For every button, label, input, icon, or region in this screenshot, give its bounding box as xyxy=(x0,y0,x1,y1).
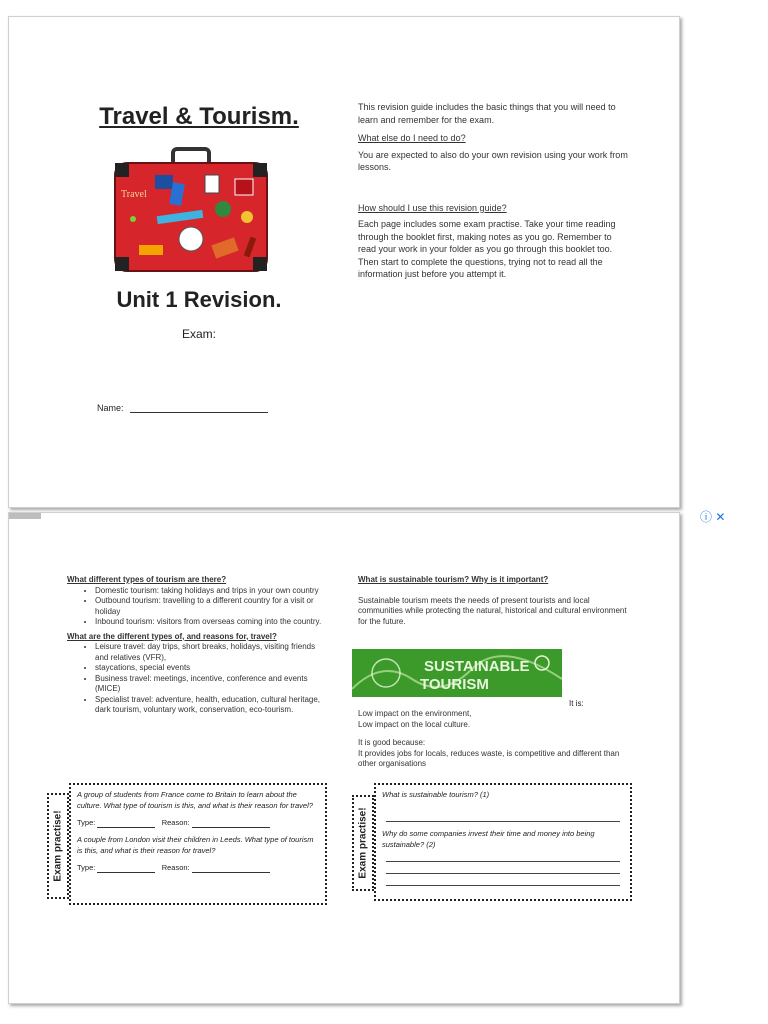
q2-text: Each page includes some exam practise. Take your time reading through the booklet first, making notes as you go. Remember to read your work in your folder as you go through this booklet too. Then start to complete the questions, trying not to read all the information just before you attempt it. xyxy=(358,219,616,279)
good-because-text: It provides jobs for locals, reduces waste, is competitive and different than other organisations xyxy=(358,748,620,768)
booklet-page-2 xyxy=(8,512,680,1004)
q2-heading: How should I use this revision guide? xyxy=(358,202,507,213)
list-item: • Leisure travel: day trips, short breaks, holidays, visiting friends and relatives (VFR), xyxy=(95,642,327,663)
page-title: Travel & Tourism. xyxy=(99,103,299,130)
ad-choices-icon[interactable]: ⓘ ✕ xyxy=(700,510,726,524)
exam-practise-label: Exam practise! xyxy=(352,795,374,891)
it-is-label: It is: xyxy=(569,699,584,708)
answer-line[interactable] xyxy=(386,850,620,862)
svg-text:Travel: Travel xyxy=(121,189,147,200)
types-heading: What different types of tourism are there? xyxy=(67,575,227,584)
answer-line[interactable] xyxy=(386,810,620,822)
name-label: Name: xyxy=(97,403,124,413)
page-tab xyxy=(9,513,41,519)
exam-practise-box-right xyxy=(374,783,632,901)
good-because-label: It is good because: xyxy=(358,738,426,747)
exam-label: Exam: xyxy=(181,327,216,341)
impact-2: Low impact on the local culture. xyxy=(358,719,471,729)
svg-text:TOURISM: TOURISM xyxy=(420,676,489,693)
tourism-types-column xyxy=(67,575,327,720)
right-question-1: What is sustainable tourism? (1) xyxy=(382,790,490,799)
list-item: • Business travel: meetings, incentive, conference and events (MICE) xyxy=(95,674,327,695)
q1-text: You are expected to also do your own revision using your work from lessons. xyxy=(358,149,628,172)
type-answer-line[interactable] xyxy=(97,827,155,828)
booklet-page-1 xyxy=(8,16,680,508)
sustainable-column xyxy=(358,575,628,633)
answer-line[interactable] xyxy=(386,874,620,886)
sustainable-tourism-banner xyxy=(352,649,562,697)
answer-row: Type: Reason: xyxy=(77,862,319,873)
left-question-1: A group of students from France come to Britain to learn about the culture. What type of tourism is this, and what is their reason for travel? xyxy=(77,790,313,810)
list-item: • Domestic tourism: taking holidays and trips in your own country xyxy=(95,586,327,597)
left-question-2: A couple from London visit their children in Leeds. What type of tourism is this, and what is their reason for travel? xyxy=(77,835,314,855)
suitcase-image xyxy=(111,145,271,275)
svg-text:SUSTAINABLE: SUSTAINABLE xyxy=(424,658,530,675)
list-item: • Outbound tourism: travelling to a different country for a visit or holiday xyxy=(95,596,327,617)
types-list xyxy=(67,586,327,628)
intro-text: This revision guide includes the basic things that you will need to learn and remember for the exam. xyxy=(358,102,616,125)
list-item: • Inbound tourism: visitors from overseas coming into the country. xyxy=(95,617,327,628)
unit-title: Unit 1 Revision. xyxy=(116,287,282,312)
q1-heading: What else do I need to do? xyxy=(358,133,466,143)
reason-answer-line[interactable] xyxy=(192,872,270,873)
intro-column xyxy=(358,101,628,285)
sust-text: Sustainable tourism meets the needs of present tourists and local communities while protecting the natural, historical and cultural environment for the future. xyxy=(358,595,627,626)
answer-line[interactable] xyxy=(386,862,620,874)
answer-row: Type: Reason: xyxy=(77,817,319,828)
name-line xyxy=(130,412,268,413)
list-item: • staycations, special events xyxy=(95,663,327,674)
reasons-list xyxy=(67,642,327,716)
reason-answer-line[interactable] xyxy=(192,827,270,828)
name-field[interactable] xyxy=(97,403,268,413)
type-answer-line[interactable] xyxy=(97,872,155,873)
exam-practise-label: Exam practise! xyxy=(47,793,69,899)
impact-block xyxy=(358,709,638,770)
reasons-heading: What are the different types of, and reasons for, travel? xyxy=(67,631,277,641)
sust-heading: What is sustainable tourism? Why is it important? xyxy=(358,575,549,584)
impact-1: Low impact on the environment, xyxy=(358,709,472,718)
right-question-2: Why do some companies invest their time and money into being sustainable? (2) xyxy=(382,829,595,849)
list-item: • Specialist travel: adventure, health, education, cultural heritage, dark tourism, voluntary work, conservation, eco-tourism. xyxy=(95,695,327,716)
exam-practise-box-left xyxy=(69,783,327,905)
